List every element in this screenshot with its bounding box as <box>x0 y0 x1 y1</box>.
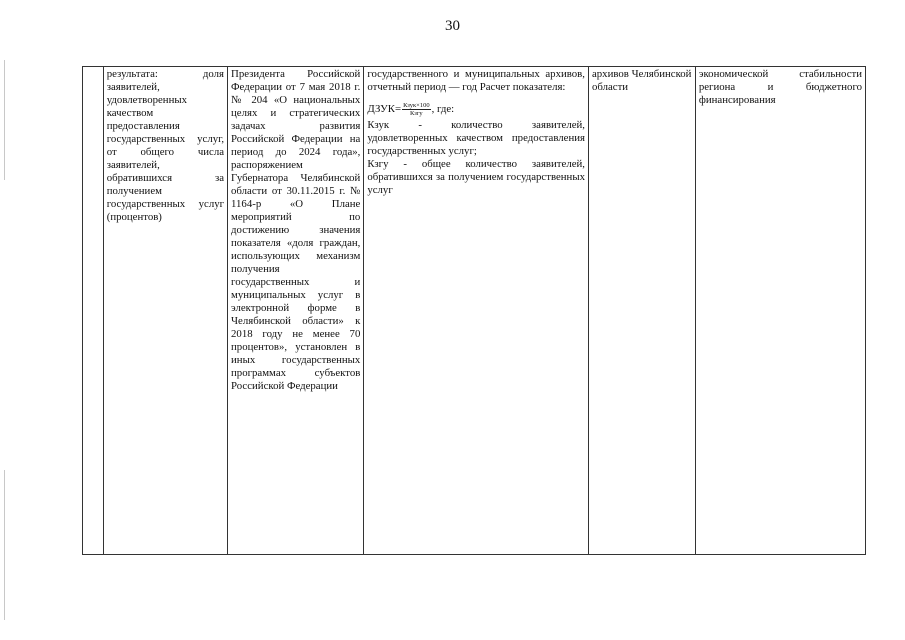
definition-kzuk: Кзук - количество заявителей, удовлетворенных качеством предоставления государственных услуг; <box>367 119 585 157</box>
goal-cell <box>695 67 865 555</box>
basis-text: Президента Российской Федерации от 7 мая 2018 г. № 204 «О национальных целях и стратегических задачах развития Российской Федерации на период до 2024 года», распоряжением Губернатора Челябинской области от 30.11.2015 г. № 1164-р «О Плане мероприятий по достижению значения показателя «доля граждан, использующих механизм получения государственных и муниципальных услуг в электронной форме в Челябинской области» к 2018 году не менее 70 процентов», установлен в иных государственных программах субъектов Российской Федерации <box>231 68 361 392</box>
formula-tail: , где: <box>431 103 455 115</box>
goal-text: экономической стабильности региона и бюджетного финансирования <box>698 68 862 106</box>
table-row <box>83 67 866 555</box>
indicator-text: результата: доля заявителей, удовлетворенных качеством предоставления государственных услуг, от общего числа заявителей, обратившихся за получением государственных услуг (процентов) <box>106 68 225 223</box>
formula-fraction <box>402 102 431 117</box>
indicators-table <box>82 66 866 555</box>
basis-cell <box>228 67 364 555</box>
page-number: 30 <box>445 18 460 34</box>
indicator-cell <box>103 67 227 555</box>
scan-edge-line-bottom <box>4 470 5 620</box>
formula-denominator: Кзгу <box>409 110 423 117</box>
formula-numerator: Кзук×100 <box>403 102 430 109</box>
formula-lhs: ДЗУК= <box>367 103 402 115</box>
row-number-cell <box>83 67 104 555</box>
definition-kzgu: Кзгу - общее количество заявителей, обратившихся за получением государственных услуг <box>367 158 585 196</box>
method-cell <box>364 67 589 555</box>
archive-text: архивов Челябинской области <box>591 68 692 93</box>
calculation-formula <box>367 102 585 117</box>
method-intro: государственного и муниципальных архивов, отчетный период — год Расчет показателя: <box>367 68 585 93</box>
archive-cell <box>588 67 695 555</box>
scan-edge-line-top <box>4 60 5 180</box>
